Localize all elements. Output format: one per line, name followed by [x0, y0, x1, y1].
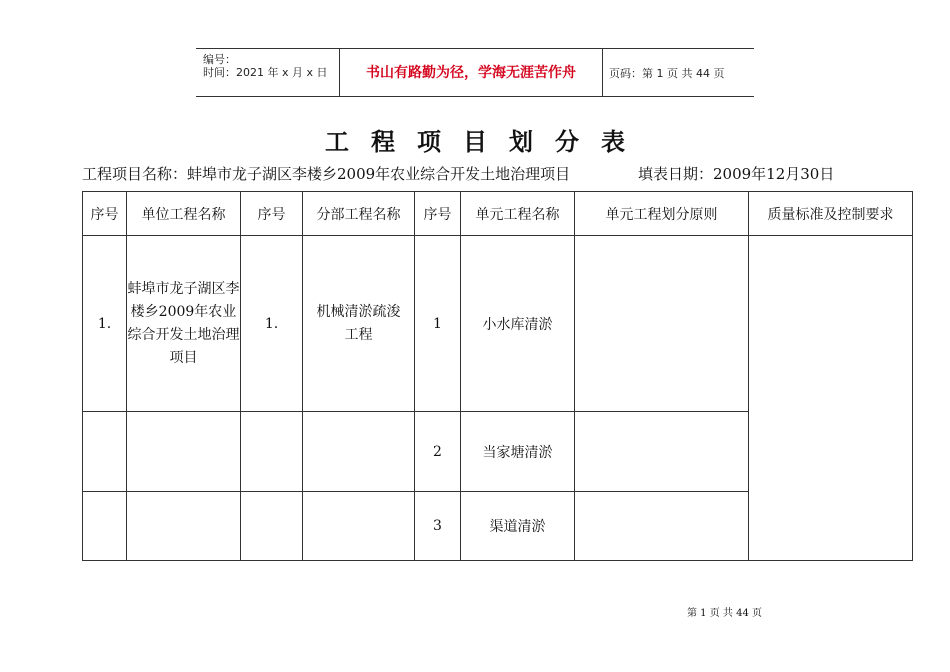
header-cell-seq2: 序号	[241, 192, 303, 236]
cell-seq1	[83, 492, 127, 561]
cell-seq2	[241, 412, 303, 492]
cell-unit-project	[127, 492, 241, 561]
page-footer: 第 1 页 共 44 页	[687, 608, 762, 619]
cell-seq2: 1.	[241, 236, 303, 412]
cell-seq3: 2	[415, 412, 461, 492]
cell-element-project: 小水库清淤	[461, 236, 575, 412]
cell-sub-project	[303, 492, 415, 561]
cell-quality	[749, 236, 913, 561]
cell-seq3: 1	[415, 236, 461, 412]
header-divider-right	[602, 48, 603, 96]
cell-unit-project	[127, 412, 241, 492]
cell-sub-project	[303, 412, 415, 492]
cell-element-project: 渠道清淤	[461, 492, 575, 561]
cell-principle	[575, 236, 749, 412]
table-row	[83, 236, 913, 412]
header-top-rule	[196, 48, 754, 49]
cell-seq1	[83, 412, 127, 492]
header-cell-principle: 单元工程划分原则	[575, 192, 749, 236]
header-divider-left	[339, 48, 340, 96]
header-cell-seq3: 序号	[415, 192, 461, 236]
fill-date: 填表日期：2009年12月30日	[638, 165, 835, 183]
cell-sub-project: 机械清淤疏浚工程	[303, 236, 415, 412]
header-cell-element-project: 单元工程名称	[461, 192, 575, 236]
cell-principle	[575, 492, 749, 561]
page-title: 工程项目划分表	[325, 127, 647, 156]
header-page-info: 页码：第 1 页 共 44 页	[609, 67, 725, 80]
cell-principle	[575, 412, 749, 492]
header-cell-seq1: 序号	[83, 192, 127, 236]
project-division-table	[82, 191, 913, 561]
cell-seq2	[241, 492, 303, 561]
cell-unit-project: 蚌埠市龙子湖区李楼乡2009年农业综合开发土地治理项目	[127, 236, 241, 412]
header-bottom-rule	[196, 96, 754, 97]
header-cell-quality: 质量标准及控制要求	[749, 192, 913, 236]
table-header-row	[83, 192, 913, 236]
header-time-label: 时间：2021 年 x 月 x 日	[203, 66, 328, 79]
header-cell-unit-project: 单位工程名称	[127, 192, 241, 236]
header-slogan: 书山有路勤为径，学海无涯苦作舟	[366, 65, 576, 81]
cell-element-project: 当家塘清淤	[461, 412, 575, 492]
project-name-line: 工程项目名称：蚌埠市龙子湖区李楼乡2009年农业综合开发土地治理项目	[82, 165, 571, 183]
header-cell-sub-project: 分部工程名称	[303, 192, 415, 236]
cell-seq3: 3	[415, 492, 461, 561]
cell-seq1: 1.	[83, 236, 127, 412]
header-number-label: 编号：	[203, 53, 236, 66]
